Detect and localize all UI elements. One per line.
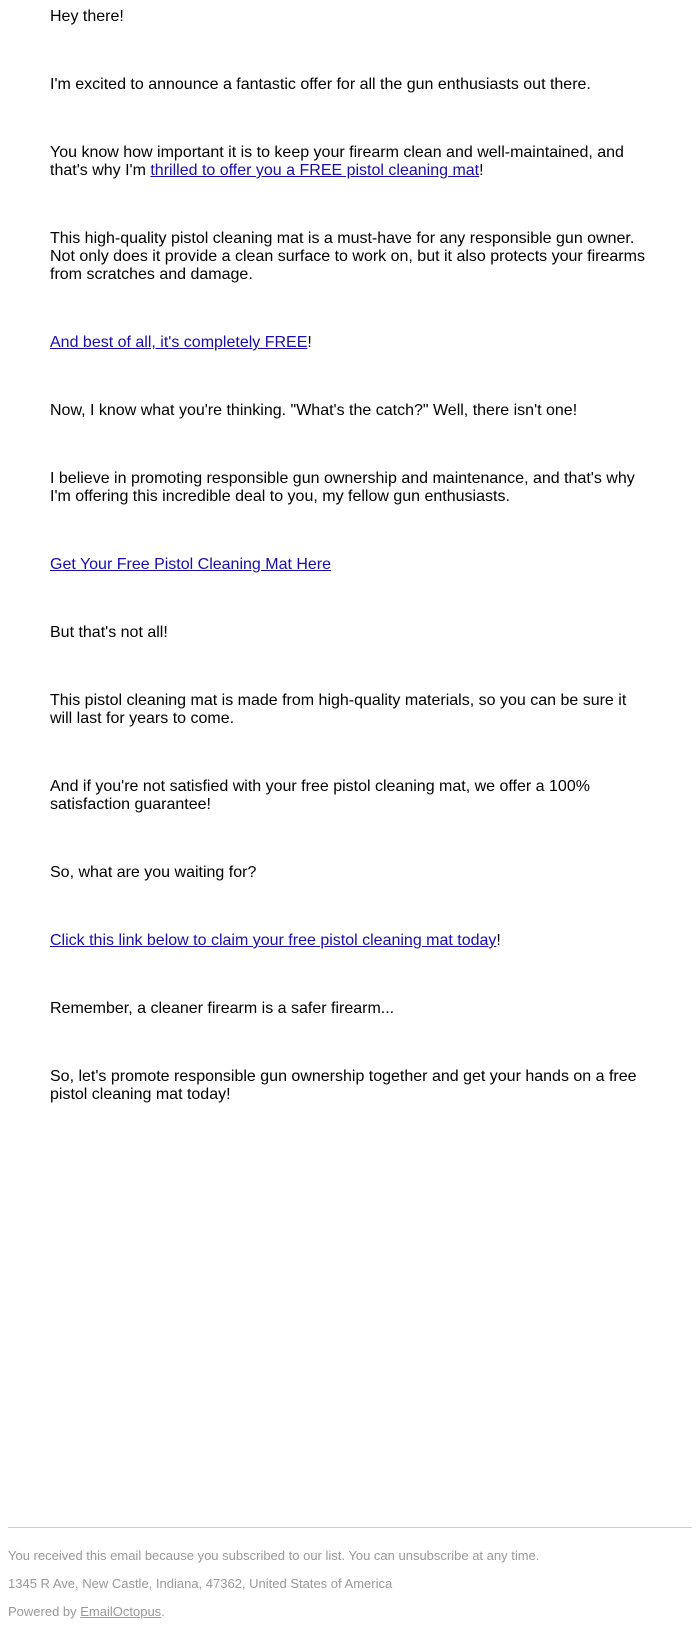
footer-address: 1345 R Ave, New Castle, Indiana, 47362, United States of America <box>8 1576 393 1591</box>
get-free-mat-link[interactable]: Get Your Free Pistol Cleaning Mat Here <box>50 556 332 573</box>
completely-free-link[interactable]: And best of all, it's completely FREE <box>50 334 308 351</box>
powered-by-label: Powered by <box>8 1604 81 1619</box>
email-body <box>50 8 650 1154</box>
free-paragraph <box>50 334 650 352</box>
greeting: Hey there! <box>50 8 124 25</box>
materials-paragraph: This pistol cleaning mat is made from high-quality materials, so you can be sure it will last for years to come. <box>50 692 627 727</box>
waiting-paragraph: So, what are you waiting for? <box>50 864 257 881</box>
importance-text: You know how important it is to keep your firearm clean and well-maintained, and that's why I'm <box>50 144 624 179</box>
powered-by <box>8 1604 692 1619</box>
importance-paragraph <box>50 144 650 180</box>
guarantee-paragraph: And if you're not satisfied with your free pistol cleaning mat, we offer a 100% satisfaction guarantee! <box>50 778 590 813</box>
powered-by-punctuation: . <box>161 1604 165 1619</box>
claim-punctuation: ! <box>496 932 501 949</box>
claim-mat-link[interactable]: Click this link below to claim your free pistol cleaning mat today <box>50 932 497 949</box>
cta-paragraph <box>50 556 650 574</box>
free-punctuation: ! <box>307 334 312 351</box>
free-mat-offer-link[interactable]: thrilled to offer you a FREE pistol cleaning mat <box>150 162 480 179</box>
not-all-paragraph: But that's not all! <box>50 624 168 641</box>
quality-paragraph: This high-quality pistol cleaning mat is a must-have for any responsible gun owner. Not only does it provide a clean surface to work on, but it also protects your firearms from scratches and damage. <box>50 230 645 283</box>
email-footer <box>8 1527 692 1619</box>
intro-paragraph: I'm excited to announce a fantastic offer for all the gun enthusiasts out there. <box>50 76 591 93</box>
subscription-notice: You received this email because you subscribed to our list. You can unsubscribe at any time. <box>8 1548 540 1563</box>
importance-punctuation: ! <box>479 162 484 179</box>
responsible-ownership-paragraph: I believe in promoting responsible gun ownership and maintenance, and that's why I'm offering this incredible deal to you, my fellow gun enthusiasts. <box>50 470 635 505</box>
no-catch-paragraph: Now, I know what you're thinking. "What's the catch?" Well, there isn't one! <box>50 402 578 419</box>
emailoctopus-link[interactable]: EmailOctopus <box>80 1604 162 1619</box>
closing-paragraph: So, let's promote responsible gun ownership together and get your hands on a free pistol cleaning mat today! <box>50 1068 637 1103</box>
claim-paragraph <box>50 932 650 950</box>
safer-firearm-paragraph: Remember, a cleaner firearm is a safer firearm... <box>50 1000 395 1017</box>
